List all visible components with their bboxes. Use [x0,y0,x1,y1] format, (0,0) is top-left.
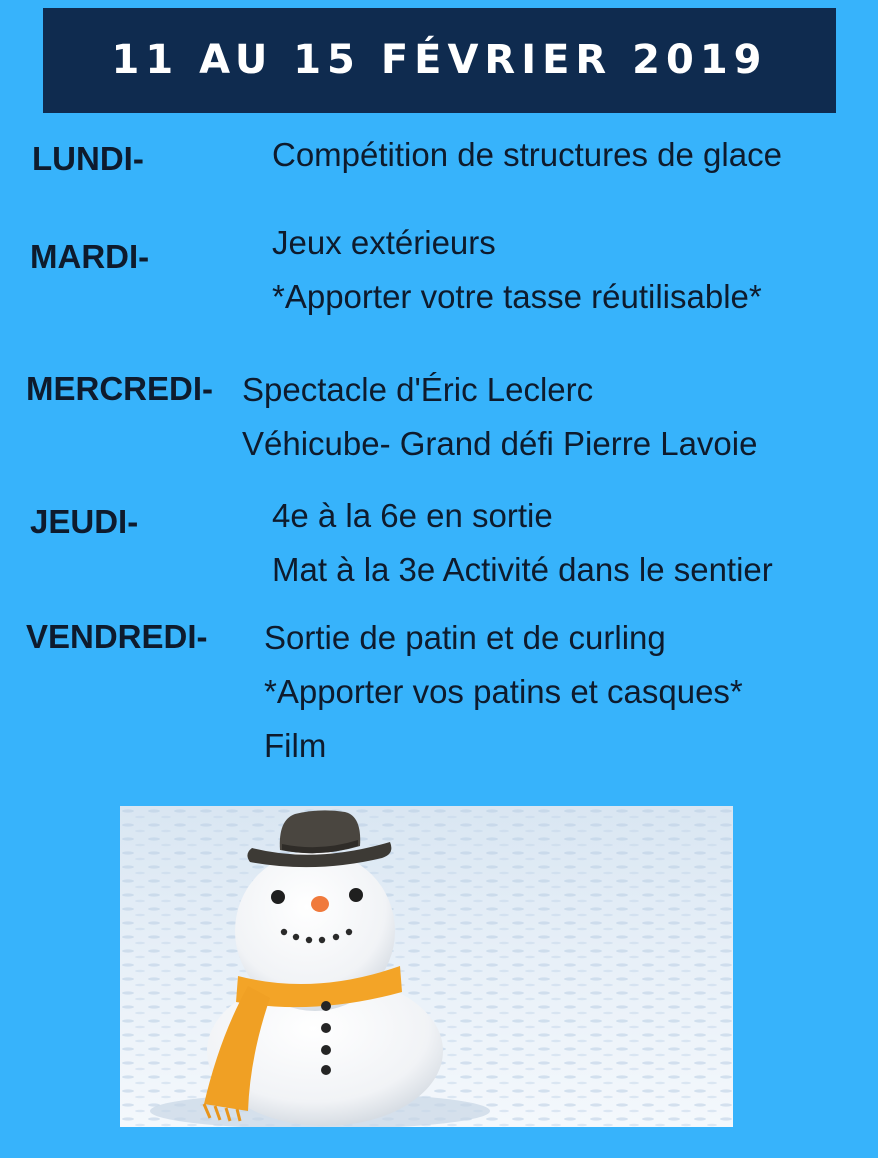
nose-icon [311,896,329,912]
activities-jeudi [272,489,773,597]
activities-vendredi [264,611,743,773]
activity-item: Sortie de patin et de curling [264,619,666,656]
activity-item: Compétition de structures de glace [272,136,782,173]
eye-icon [271,890,285,904]
activity-item: Film [264,727,327,764]
day-label-lundi: LUNDI- [32,140,144,177]
activity-item: *Apporter vos patins et casques* [264,673,743,710]
title-banner [43,8,836,113]
eye-icon [349,888,363,902]
activity-item: Mat à la 3e Activité dans le sentier [272,551,773,588]
day-label-mercredi: MERCREDI- [26,370,213,407]
day-label-mardi: MARDI- [30,238,150,275]
activity-item: Spectacle d'Éric Leclerc [242,371,594,408]
snowman-illustration [120,806,733,1127]
activities-mardi [272,216,762,324]
activity-item: 4e à la 6e en sortie [272,497,553,534]
day-label-vendredi: VENDREDI- [26,618,208,655]
activities-mercredi [242,363,757,471]
activity-item: Véhicube- Grand défi Pierre Lavoie [242,425,758,462]
activity-item: Jeux extérieurs [272,224,496,261]
page-title: 11 AU 15 FÉVRIER 2019 [111,36,768,83]
activities-lundi [272,128,782,182]
activity-item: *Apporter votre tasse réutilisable* [272,278,762,315]
snowman-photo [120,806,733,1127]
day-label-jeudi: JEUDI- [30,503,139,540]
